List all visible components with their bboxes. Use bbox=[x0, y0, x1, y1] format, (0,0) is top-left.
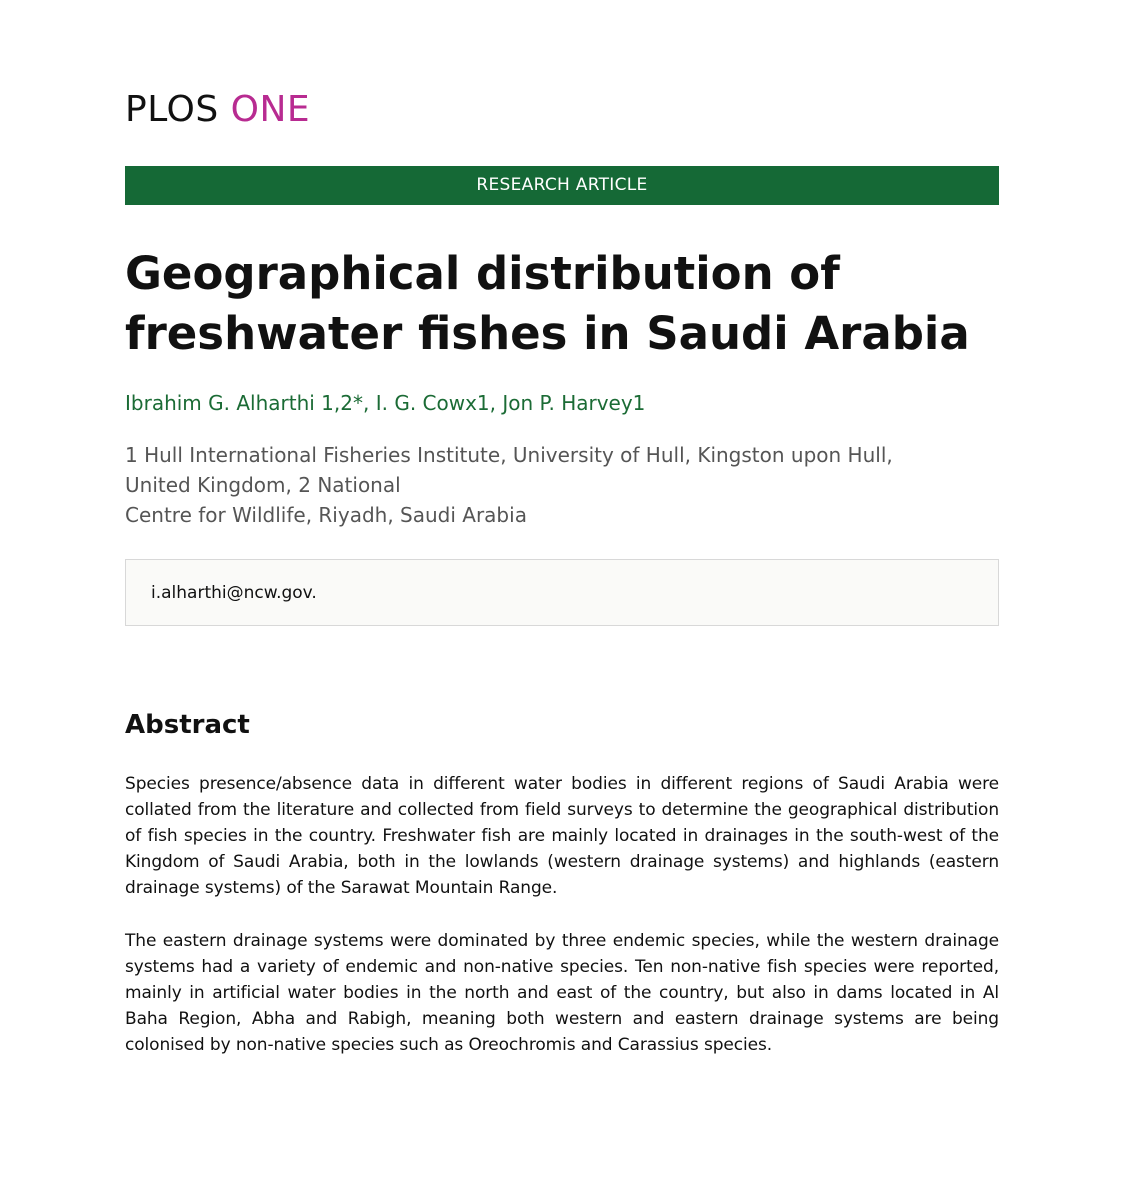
abstract-heading: Abstract bbox=[125, 710, 250, 740]
title-line-1: Geographical distribution of bbox=[125, 247, 840, 300]
affiliation-line-3: Centre for Wildlife, Riyadh, Saudi Arabia bbox=[125, 503, 527, 527]
abstract-paragraph-1: Species presence/absence data in different water bodies in different regions of Saudi Arabia were collated from the literature and collected from field surveys to determine the geographical distribution of fish species in the country. Freshwater fish are mainly located in drainages in the south-west of the Kingdom of Saudi Arabia, both in the lowlands (western drainage systems) and highlands (eastern drainage systems) of the Sarawat Mountain Range. bbox=[125, 774, 999, 898]
title-line-2: freshwater fishes in Saudi Arabia bbox=[125, 307, 970, 360]
correspondence-email[interactable]: i.alharthi@ncw.gov. bbox=[151, 583, 317, 603]
author-list[interactable]: Ibrahim G. Alharthi 1,2*, I. G. Cowx1, Jon P. Harvey1 bbox=[125, 391, 646, 415]
affiliation-line-1: 1 Hull International Fisheries Institute, University of Hull, Kingston upon Hull, bbox=[125, 443, 893, 467]
abstract-paragraph-2: The eastern drainage systems were dominated by three endemic species, while the western drainage systems had a variety of endemic and non-native species. Ten non-native fish species were reported, mainly in artificial water bodies in the north and east of the country, but also in dams located in Al Baha Region, Abha and Rabigh, meaning both western and eastern drainage systems are being colonised by non-native species such as Oreochromis and Carassius species. bbox=[125, 931, 999, 1055]
affiliation-line-2: United Kingdom, 2 National bbox=[125, 473, 401, 497]
journal-logo[interactable] bbox=[125, 90, 310, 130]
affiliations bbox=[125, 440, 999, 530]
article-type-banner: RESEARCH ARTICLE bbox=[125, 166, 999, 205]
logo-plos: PLOS bbox=[125, 89, 219, 130]
article-title bbox=[125, 244, 999, 364]
logo-one: ONE bbox=[230, 89, 311, 130]
correspondence-box bbox=[125, 559, 999, 626]
article-page bbox=[125, 0, 999, 1200]
